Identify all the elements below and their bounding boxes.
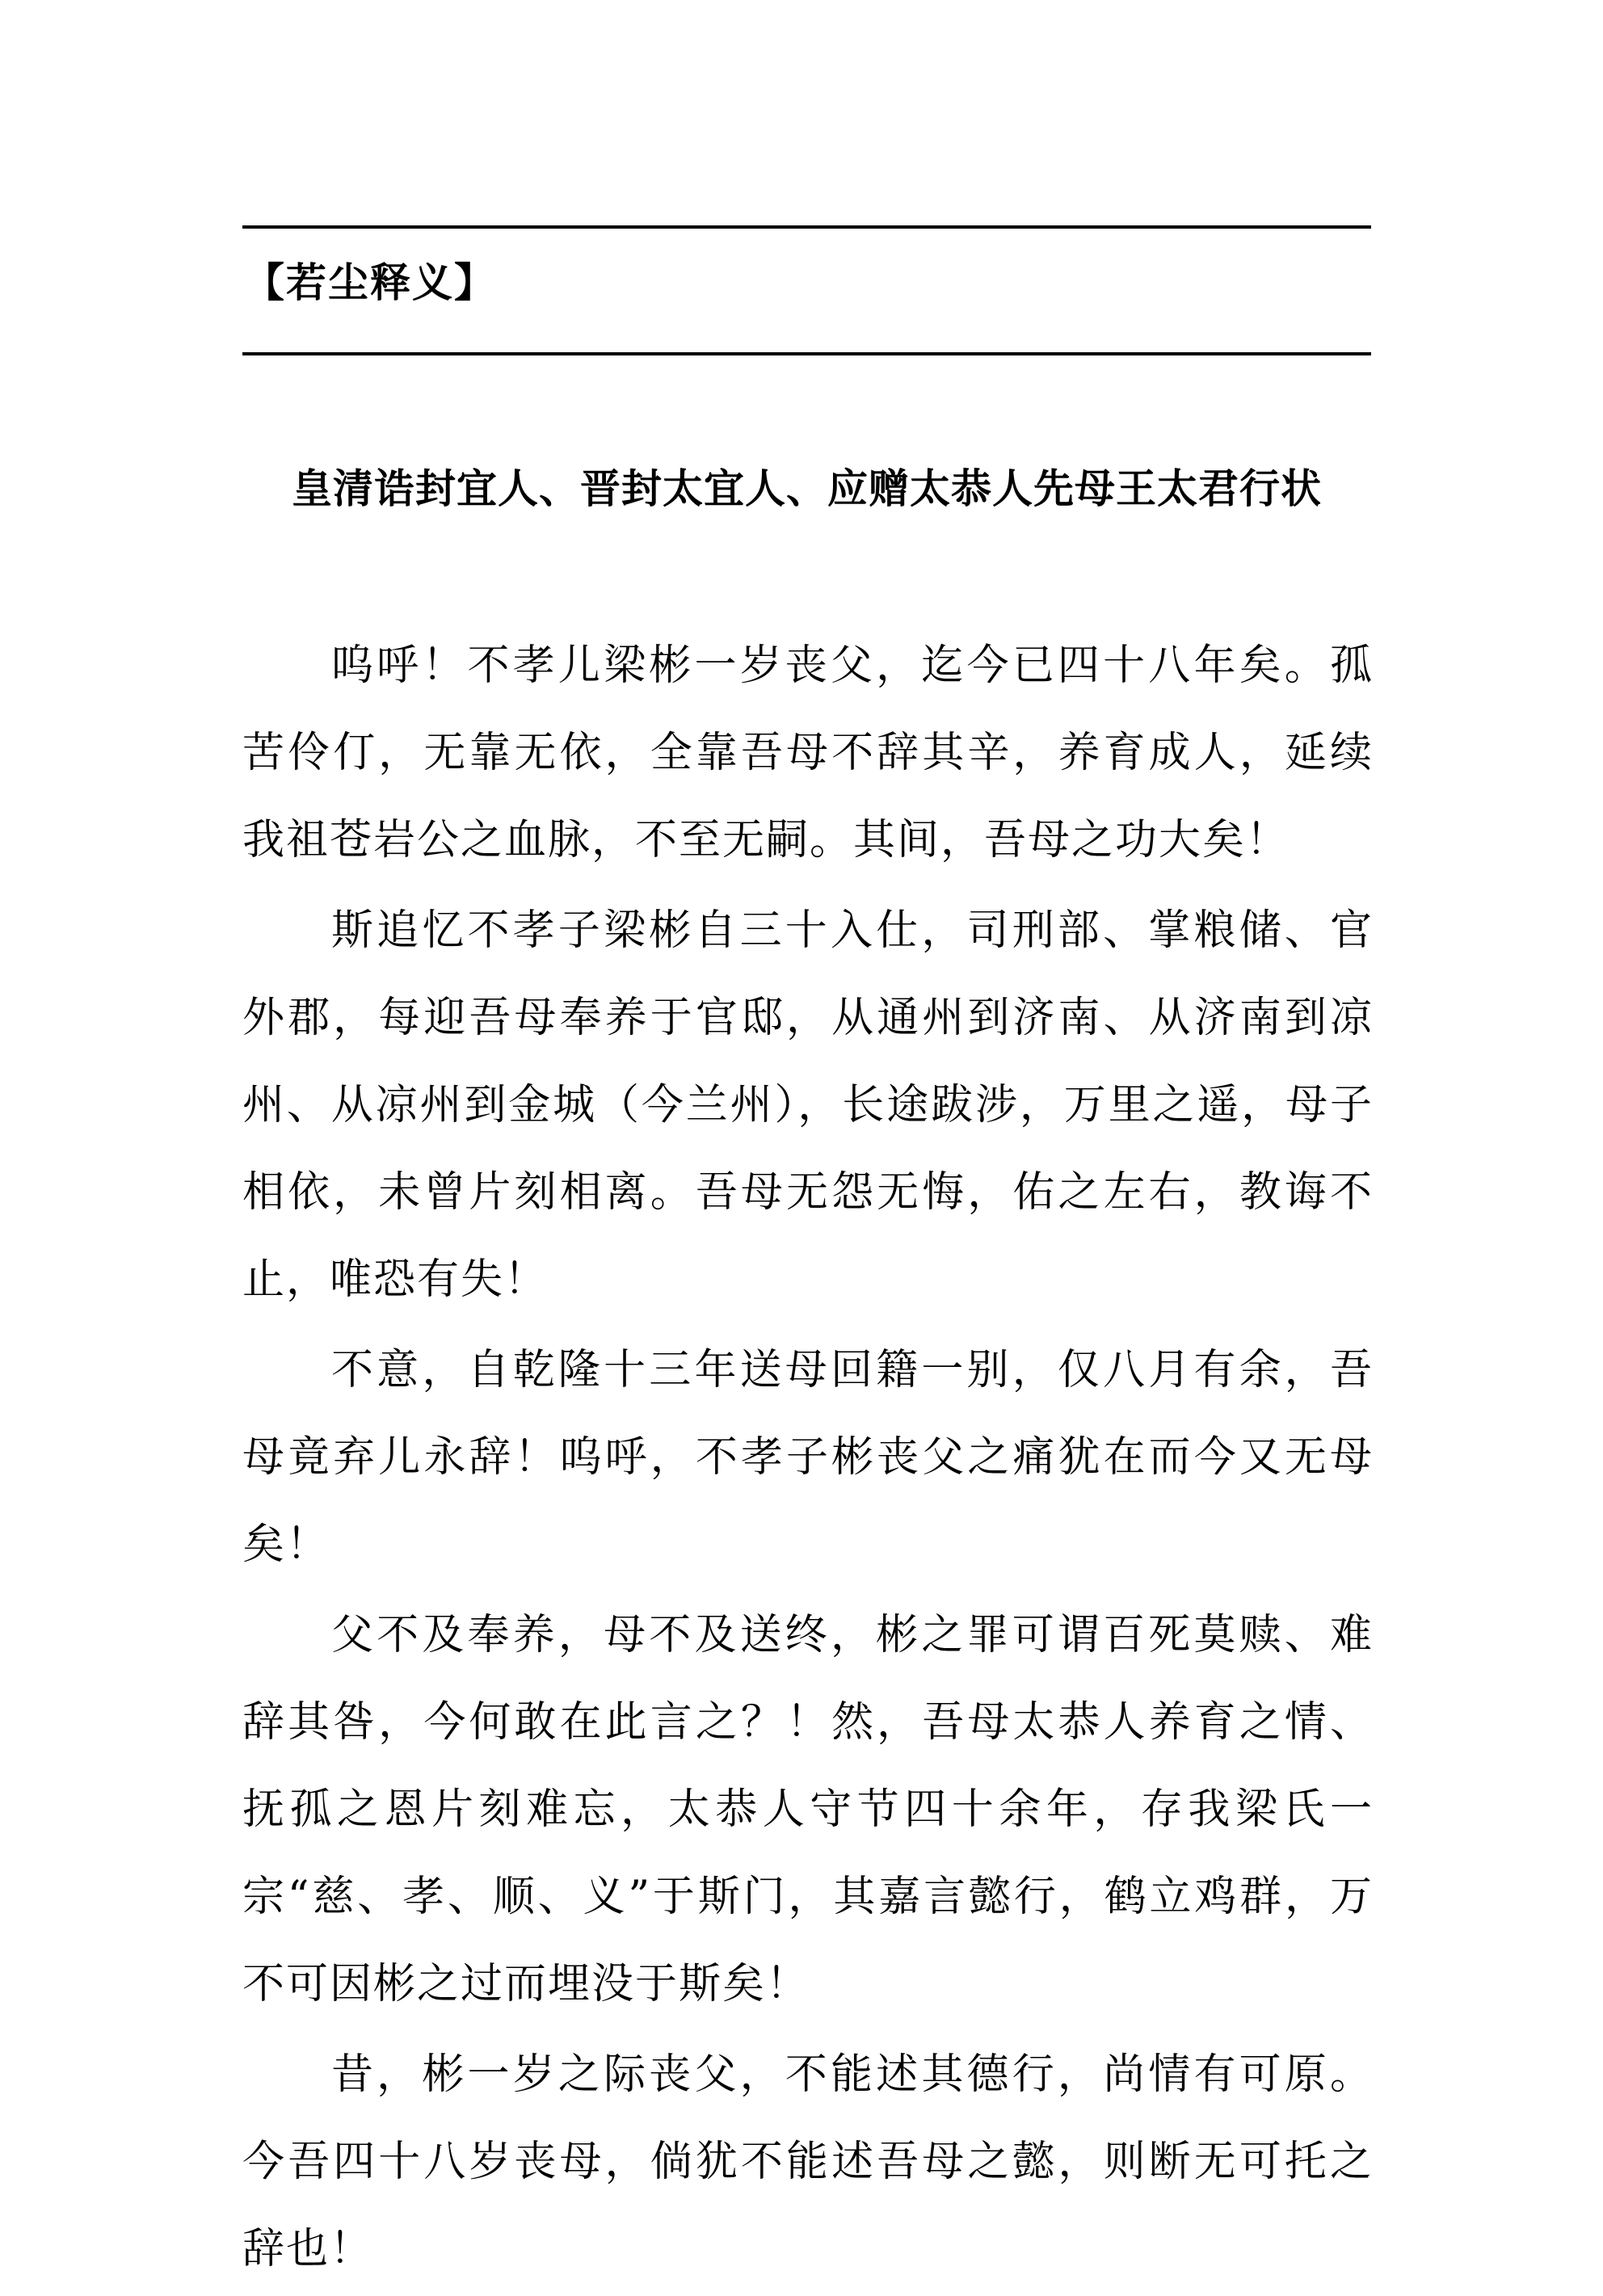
paragraph: 呜呼！不孝儿梁彬一岁丧父，迄今已四十八年矣。孤苦伶仃，无靠无依，全靠吾母不辞其辛，养育成人，延续我祖苍岩公之血脉，不至无嗣。其间，吾母之功大矣！ bbox=[242, 641, 1374, 864]
paragraph: 昔，彬一岁之际丧父，不能述其德行，尚情有可原。今吾四十八岁丧母，倘犹不能述吾母之懿，则断无可托之辞也！ bbox=[242, 2050, 1374, 2273]
paragraph: 父不及奉养，母不及送终，彬之罪可谓百死莫赎、难辞其咎，今何敢在此言之？！然，吾母太恭人养育之情、抚孤之恩片刻难忘，太恭人守节四十余年，存我梁氏一宗“慈、孝、顺、义”于斯门，其嘉言懿行，鹤立鸡群，万不可因彬之过而埋没于斯矣！ bbox=[242, 1611, 1374, 2008]
bottom-divider bbox=[242, 352, 1371, 355]
paragraph: 不意，自乾隆十三年送母回籍一别，仅八月有余，吾母竟弃儿永辞！呜呼，不孝子彬丧父之痛犹在而今又无母矣！ bbox=[242, 1346, 1374, 1569]
section-label: 【若尘释义】 bbox=[244, 259, 496, 306]
top-divider bbox=[242, 225, 1371, 229]
document-body bbox=[242, 622, 1374, 2296]
paragraph: 斯追忆不孝子梁彬自三十入仕，司刑部、掌粮储、官外郡，每迎吾母奉养于官邸，从通州到济南、从济南到凉州、从凉州到金城（今兰州），长途跋涉，万里之遥，母子相依，未曾片刻相离。吾母无怨无悔，佑之左右，教诲不止，唯恐有失！ bbox=[242, 906, 1374, 1304]
document-title: 皇清诰封宜人、晋封太宜人、应赠太恭人先母王太君行状 bbox=[292, 465, 1322, 512]
